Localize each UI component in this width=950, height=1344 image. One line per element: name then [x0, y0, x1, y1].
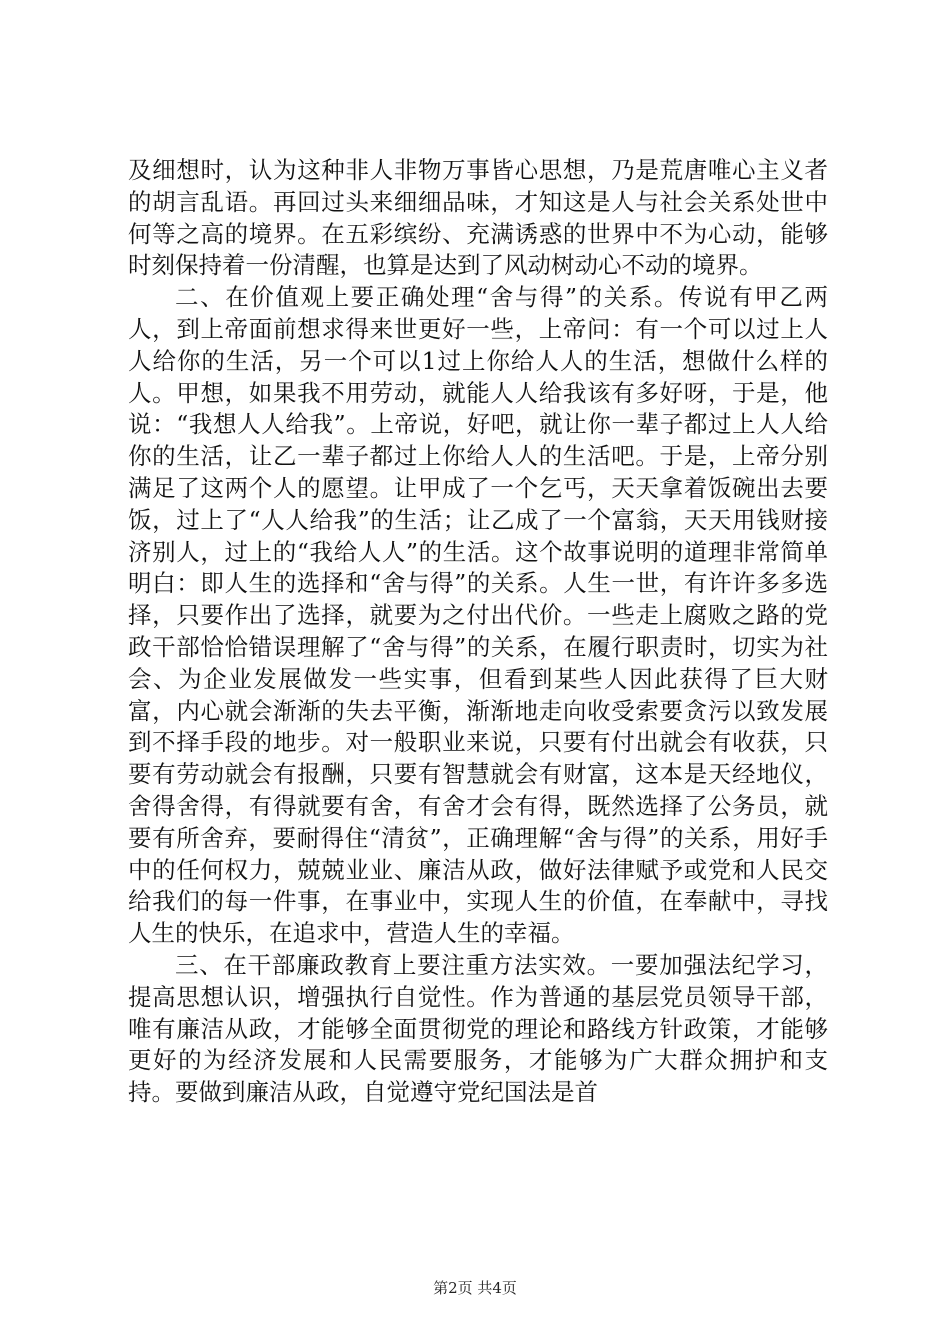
- paragraph-section-two: 二、在价值观上要正确处理“舍与得”的关系。传说有甲乙两人，到上帝面前想求得来世更好一些，上帝问：有一个可以过上人人给你的生活，另一个可以1过上你给人人的生活，想做什么样的人。甲想，如果我不用劳动，就能人人给我该有多好呀，于是，他说：“我想人人给我”。上帝说，好吧，就让你一辈子都过上人人给你的生活，让乙一辈子都过上你给人人的生活吧。于是，上帝分别满足了这两个人的愿望。让甲成了一个乞丐，天天拿着饭碗出去要饭，过上了“人人给我”的生活；让乙成了一个富翁，天天用钱财接济别人，过上的“我给人人”的生活。这个故事说明的道理非常简单明白：即人生的选择和“舍与得”的关系。人生一世，有许许多多选择，只要作出了选择，就要为之付出代价。一些走上腐败之路的党政干部恰恰错误理解了“舍与得”的关系，在履行职责时，切实为社会、为企业发展做发一些实事，但看到某些人因此获得了巨大财富，内心就会渐渐的失去平衡，渐渐地走向收受索要贪污以致发展到不择手段的地步。对一般职业来说，只要有付出就会有收获，只要有劳动就会有报酬，只要有智慧就会有财富，这本是天经地仪，舍得舍得，有得就要有舍，有舍才会有得，既然选择了公务员，就要有所舍弃，要耐得住“清贫”，正确理解“舍与得”的关系，用好手中的任何权力，兢兢业业、廉洁从政，做好法律赋予或党和人民交给我们的每一件事，在事业中，实现人生的价值，在奉献中，寻找人生的快乐，在追求中，营造人生的幸福。: [128, 283, 828, 948]
- document-body: [128, 155, 828, 1109]
- paragraph-section-three: 三、在干部廉政教育上要注重方法实效。一要加强法纪学习，提高思想认识，增强执行自觉性。作为普通的基层党员领导干部，唯有廉洁从政，才能够全面贯彻党的理论和路线方针政策，才能够更好的为经济发展和人民需要服务，才能够为广大群众拥护和支持。要做到廉洁从政，自觉遵守党纪国法是首: [128, 950, 828, 1107]
- paragraph-continuation: 及细想时，认为这种非人非物万事皆心思想，乃是荒唐唯心主义者的胡言乱语。再回过头来细细品味，才知这是人与社会关系处世中何等之高的境界。在五彩缤纷、充满诱惑的世界中不为心动，能够时刻保持着一份清醒，也算是达到了风动树动心不动的境界。: [128, 156, 828, 280]
- page-footer: 第2页 共4页: [433, 1279, 517, 1297]
